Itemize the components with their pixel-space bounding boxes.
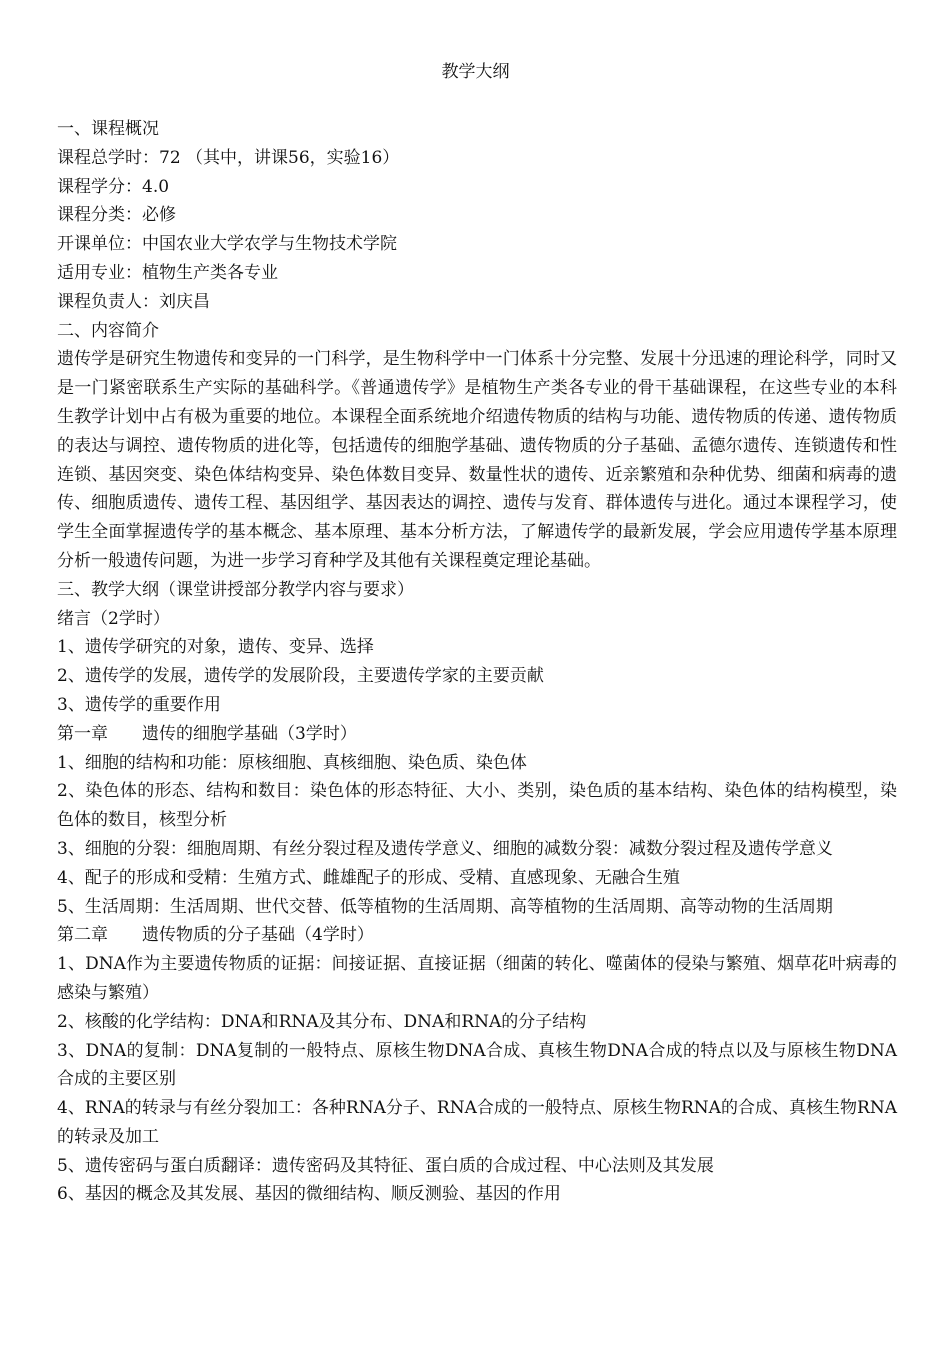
course-lead: 课程负责人：刘庆昌 [57,291,210,312]
section-heading-intro: 二、内容简介 [57,320,159,341]
document-body [57,115,897,1209]
list-item: 1、遗传学研究的对象，遗传、变异、选择 [57,637,374,658]
course-department: 开课单位：中国农业大学农学与生物技术学院 [57,234,397,255]
list-item: 3、细胞的分裂：细胞周期、有丝分裂过程及遗传学意义、细胞的减数分裂：减数分裂过程及遗传学意义 [57,838,833,859]
list-item: 3、DNA的复制：DNA复制的一般特点、原核生物DNA合成、真核生物DNA合成的特点以及与原核生物DNA合成的主要区别 [57,1040,897,1090]
section-heading-overview: 一、课程概况 [57,119,159,139]
list-item: 5、遗传密码与蛋白质翻译：遗传密码及其特征、蛋白质的合成过程、中心法则及其发展 [57,1155,714,1176]
list-item: 4、配子的形成和受精：生殖方式、雌雄配子的形成、受精、直感现象、无融合生殖 [57,867,680,888]
course-credits: 课程学分：4.0 [57,176,170,197]
list-item: 5、生活周期：生活周期、世代交替、低等植物的生活周期、高等植物的生活周期、高等动物的生活周期 [57,896,833,917]
list-item: 1、DNA作为主要遗传物质的证据：间接证据、直接证据（细菌的转化、噬菌体的侵染与繁殖、烟草花叶病毒的感染与繁殖） [57,954,897,1003]
course-category: 课程分类：必修 [57,205,176,226]
list-item: 3、遗传学的重要作用 [57,694,221,715]
chapter1-heading: 第一章 遗传的细胞学基础（3学时） [57,723,357,744]
document-title: 教学大纲 [441,62,510,82]
list-item: 2、染色体的形态、结构和数目：染色体的形态特征、大小、类别，染色质的基本结构、染色体的结构模型，染色体的数目，核型分析 [57,781,897,831]
preface-heading: 绪言（2学时） [57,608,170,629]
chapter2-heading: 第二章 遗传物质的分子基础（4学时） [57,925,374,946]
course-hours: 课程总学时：72 （其中，讲课56，实验16） [57,147,400,168]
intro-paragraph: 遗传学是研究生物遗传和变异的一门科学，是生物科学中一门体系十分完整、发展十分迅速的理论科学，同时又是一门紧密联系生产实际的基础科学。《普通遗传学》是植物生产类各专业的骨干基础课程，在这些专业的本科生教学计划中占有极为重要的地位。本课程全面系统地介绍遗传物质的结构与功能、遗传物质的传递、遗传物质的表达与调控、遗传物质的进化等，包括遗传的细胞学基础、遗传物质的分子基础、孟德尔遗传、连锁遗传和性连锁、基因突变、染色体结构变异、染色体数目变异、数量性状的遗传、近亲繁殖和杂种优势、细菌和病毒的遗传、细胞质遗传、遗传工程、基因组学、基因表达的调控、遗传与发育、群体遗传与进化。通过本课程学习，使学生全面掌握遗传学的基本概念、基本原理、基本分析方法，了解遗传学的最新发展，学会应用遗传学基本原理分析一般遗传问题，为进一步学习育种学及其他有关课程奠定理论基础。 [57,349,897,571]
list-item: 4、RNA的转录与有丝分裂加工：各种RNA分子、RNA合成的一般特点、原核生物RNA的合成、真核生物RNA的转录及加工 [57,1098,897,1147]
list-item: 2、遗传学的发展，遗传学的发展阶段，主要遗传学家的主要贡献 [57,666,544,687]
course-majors: 适用专业：植物生产类各专业 [57,262,278,283]
section-heading-syllabus: 三、教学大纲（课堂讲授部分教学内容与要求） [57,579,414,600]
list-item: 1、细胞的结构和功能：原核细胞、真核细胞、染色质、染色体 [57,752,527,773]
list-item: 2、核酸的化学结构：DNA和RNA及其分布、DNA和RNA的分子结构 [57,1011,587,1032]
list-item: 6、基因的概念及其发展、基因的微细结构、顺反测验、基因的作用 [57,1184,561,1205]
